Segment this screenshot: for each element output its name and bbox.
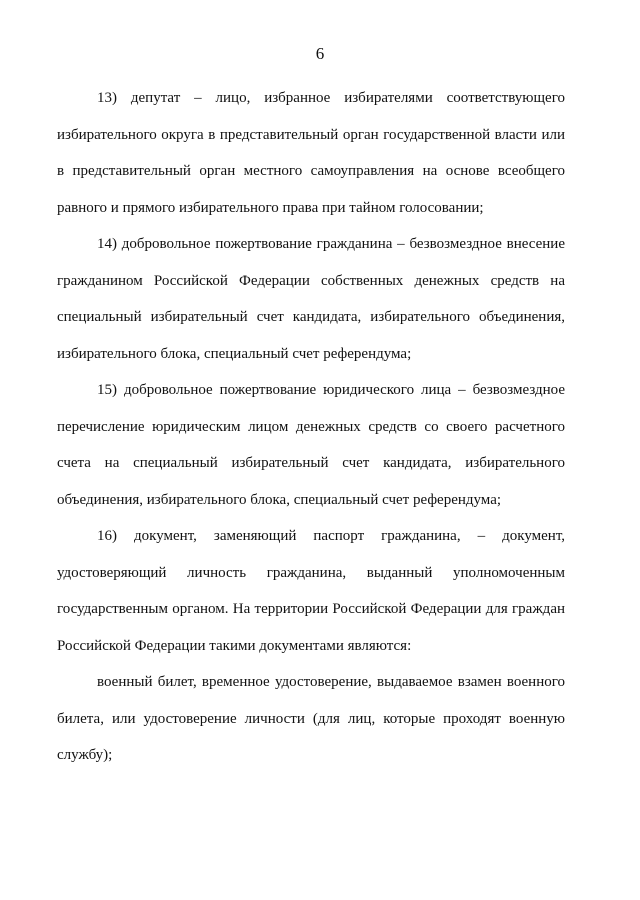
document-body — [57, 80, 565, 774]
paragraph-military-id: военный билет, временное удостоверение, выдаваемое взамен военного билета, или удостоверение личности (для лиц, которые проходят военную службу); — [57, 674, 565, 763]
paragraph-14-citizen-donation: 14) добровольное пожертвование гражданина – безвозмездное внесение гражданином Российской Федерации собственных денежных средств на специальный избирательный счет кандидата, избирательного объединения, избирательного блока, специальный счет референдума; — [57, 236, 565, 362]
paragraph-15-legal-entity-donation: 15) добровольное пожертвование юридического лица – безвозмездное перечисление юридическим лицом денежных средств со своего расчетного счета на специальный избирательный счет кандидата, избирательного объединения, избирательного блока, специальный счет референдума; — [57, 382, 565, 508]
paragraph-13-deputy: 13) депутат – лицо, избранное избирателями соответствующего избирательного округа в представительный орган государственной власти или в представительный орган местного самоуправления на основе всеобщего равного и прямого избирательного права при тайном голосовании; — [57, 90, 565, 216]
paragraph-16-passport-substitute: 16) документ, заменяющий паспорт гражданина, – документ, удостоверяющий личность гражданина, выданный уполномоченным государственным органом. На территории Российской Федерации для граждан Российской Федерации такими документами являются: — [57, 528, 565, 654]
page-number: 6 — [315, 44, 325, 63]
